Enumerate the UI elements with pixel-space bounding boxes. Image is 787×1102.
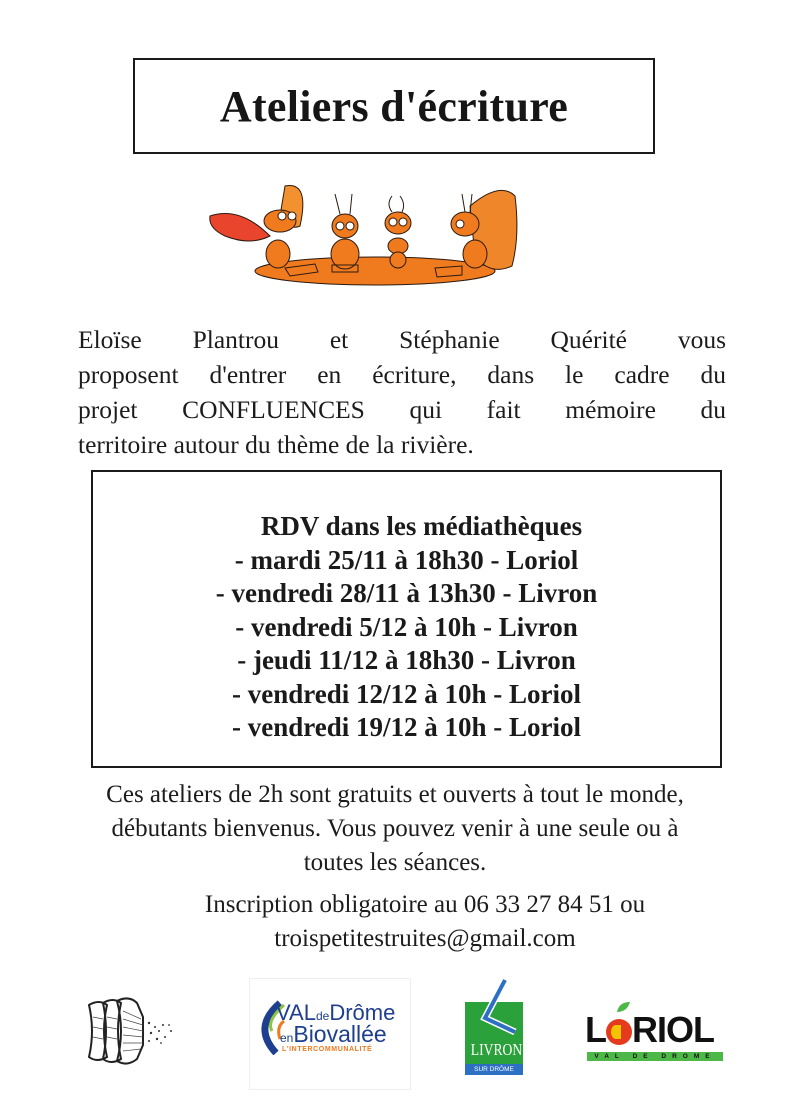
session-item: - vendredi 19/12 à 10h - Loriol [231,712,581,742]
vdd-tagline: L'INTERCOMMUNALITÉ [282,1046,373,1053]
title-box [133,58,655,154]
contact-block [30,888,787,956]
page-title: Ateliers d'écriture [219,81,569,131]
info-paragraph [30,778,760,880]
info-line: toutes les séances. [303,849,487,876]
river-icon [475,978,523,1038]
session-item: - vendredi 28/11 à 13h30 - Livron [215,578,598,608]
vdd-de: de [315,1009,330,1023]
session-item: - vendredi 12/12 à 10h - Loriol [231,678,581,709]
session-item: - jeudi 11/12 à 18h30 - Livron [237,645,576,675]
session-item: - vendredi 5/12 à 10h - Livron [235,611,578,642]
leaf-icon [615,1000,631,1014]
vdd-val: VAL [276,1000,316,1025]
loriol-riol: RIOL [632,1009,714,1050]
info-line: débutants bienvenus. Vous pouvez venir à une seule ou à [111,815,679,842]
livron-logo [465,1002,523,1077]
vdd-biovallee: Biovallée [293,1021,387,1047]
writing-insects-illustration [200,176,530,300]
vdd-en: en [280,1031,294,1045]
intro-line: projet CONFLUENCES qui fait mémoire du [78,395,726,424]
livron-sub: SUR DRÔME [465,1064,523,1075]
loriol-l: L [585,1009,606,1050]
session-item: - mardi 25/11 à 18h30 - Loriol [234,544,579,575]
fish-logo-icon [85,997,177,1067]
intro-line: territoire autour du thème de la rivière. [78,430,474,459]
phone-line: Inscription obligatoire au 06 33 27 84 51 ou [204,891,646,918]
intro-line: proposent d'entrer en écriture, dans le cadre du [78,360,726,389]
email-link[interactable]: troispetitestruites@gmail.com [274,925,576,952]
loriol-logo [585,1000,725,1070]
livron-name: LIVRON [470,1040,523,1059]
intro-line: Eloïse Plantrou et Stéphanie Quérité vous [78,325,726,354]
apple-icon [606,1019,632,1045]
partner-logos [0,975,787,1090]
vdd-drome: Drôme [329,1000,396,1025]
schedule-heading: RDV dans les médiathèques [260,511,583,541]
loriol-sub: VAL DE DROME [587,1052,723,1061]
schedule-box [91,470,722,768]
intro-paragraph [78,322,726,462]
valdedrome-logo [249,978,411,1090]
info-line: Ces ateliers de 2h sont gratuits et ouverts à tout le monde, [106,781,684,808]
